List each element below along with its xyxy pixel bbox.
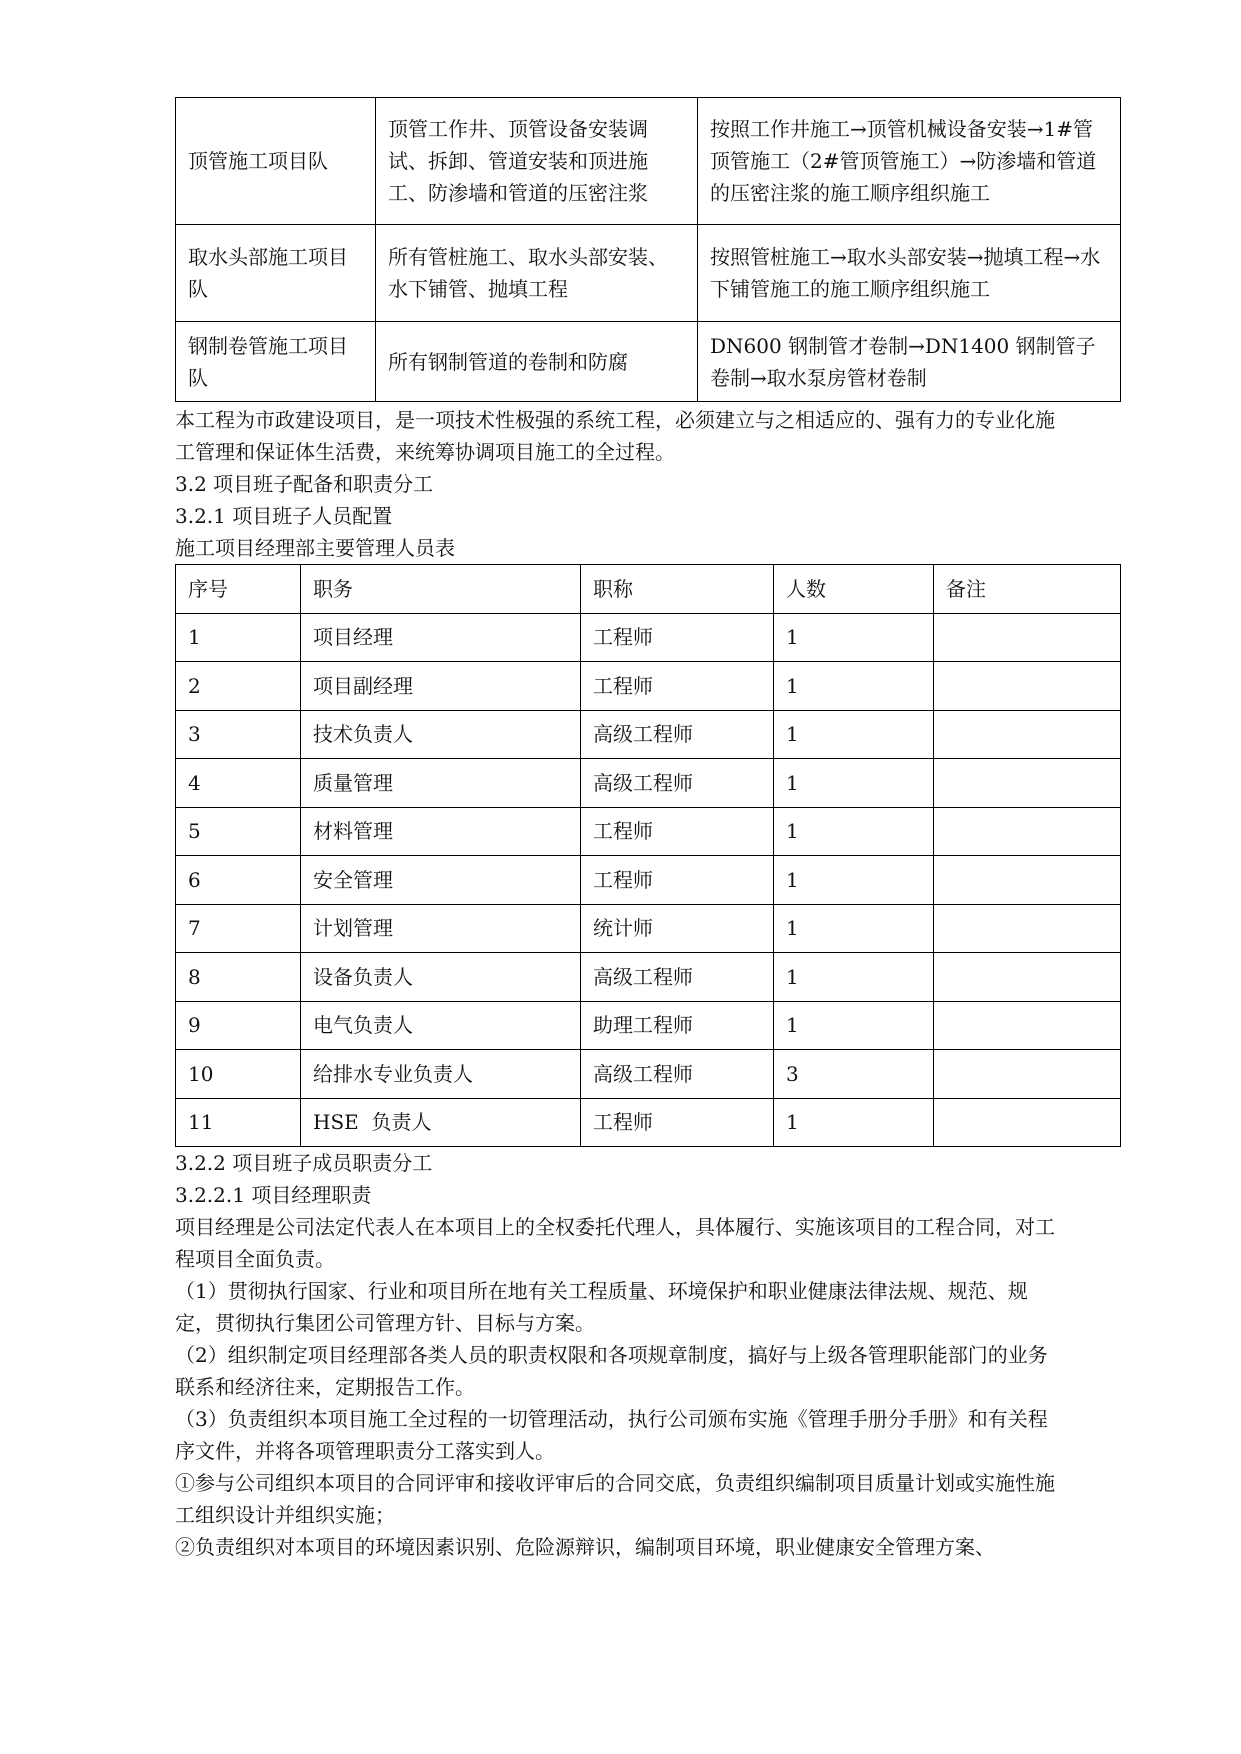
cell-index: 10 [176, 1050, 301, 1099]
section-heading-3-2: 3.2 项目班子配备和职责分工 [175, 472, 434, 496]
header-cell-count: 人数 [774, 565, 934, 614]
team-scope-cell: 所有钢制管道的卷制和防腐 [376, 322, 698, 402]
cell-position: 项目经理 [301, 613, 581, 662]
table-row [176, 662, 1121, 711]
table-row [176, 613, 1121, 662]
team-scope-cell: 所有管桩施工、取水头部安装、水下铺管、抛填工程 [376, 225, 698, 322]
table-row [176, 225, 1121, 322]
team-name-cell: 顶管施工项目队 [176, 98, 376, 225]
duty-paragraph: 项目经理是公司法定代表人在本项目上的全权委托代理人，具体履行、实施该项目的工程合同，对工程项目全面负责。 [175, 1215, 1055, 1271]
cell-count: 1 [774, 856, 934, 905]
cell-position: 给排水专业负责人 [301, 1050, 581, 1099]
cell-remarks [934, 904, 1121, 953]
cell-count: 1 [774, 1098, 934, 1147]
cell-count: 1 [774, 759, 934, 808]
cell-count: 1 [774, 953, 934, 1002]
cell-title: 助理工程师 [581, 1001, 774, 1050]
section-heading-3-2-2: 3.2.2 项目班子成员职责分工 [175, 1151, 433, 1175]
table-row [176, 1098, 1121, 1147]
staff-table-caption: 施工项目经理部主要管理人员表 [175, 536, 455, 560]
table-header-row [176, 565, 1121, 614]
cell-index: 1 [176, 613, 301, 662]
cell-title: 统计师 [581, 904, 774, 953]
duty-paragraph: ②负责组织对本项目的环境因素识别、危险源辩识，编制项目环境，职业健康安全管理方案、 [175, 1535, 995, 1559]
duty-paragraph: （3）负责组织本项目施工全过程的一切管理活动，执行公司颁布实施《管理手册分手册》和有关程序文件，并将各项管理职责分工落实到人。 [175, 1407, 1048, 1463]
header-cell-remarks: 备注 [934, 565, 1121, 614]
duty-paragraph: ①参与公司组织本项目的合同评审和接收评审后的合同交底，负责组织编制项目质量计划或实施性施工组织设计并组织实施； [175, 1471, 1055, 1527]
cell-title: 工程师 [581, 662, 774, 711]
cell-remarks [934, 807, 1121, 856]
cell-title: 高级工程师 [581, 953, 774, 1002]
cell-index: 7 [176, 904, 301, 953]
cell-remarks [934, 1098, 1121, 1147]
cell-remarks [934, 710, 1121, 759]
cell-title: 高级工程师 [581, 759, 774, 808]
cell-title: 工程师 [581, 856, 774, 905]
duty-list [175, 1211, 1055, 1563]
cell-title: 工程师 [581, 613, 774, 662]
cell-title: 高级工程师 [581, 710, 774, 759]
cell-title: 高级工程师 [581, 1050, 774, 1099]
team-order-cell: 按照管桩施工→取水头部安装→抛填工程→水下铺管施工的施工顺序组织施工 [698, 225, 1121, 322]
header-cell-title: 职称 [581, 565, 774, 614]
table-row [176, 856, 1121, 905]
cell-position: 技术负责人 [301, 710, 581, 759]
cell-remarks [934, 1001, 1121, 1050]
cell-remarks [934, 856, 1121, 905]
team-order-cell: 按照工作井施工→顶管机械设备安装→1#管顶管施工（2#管顶管施工）→防渗墙和管道的压密注浆的施工顺序组织施工 [698, 98, 1121, 225]
cell-remarks [934, 613, 1121, 662]
table-row [176, 807, 1121, 856]
team-name-cell: 取水头部施工项目队 [176, 225, 376, 322]
cell-index: 8 [176, 953, 301, 1002]
duty-paragraph: （2）组织制定项目经理部各类人员的职责权限和各项规章制度，搞好与上级各管理职能部门的业务联系和经济往来，定期报告工作。 [175, 1343, 1048, 1399]
cell-position: 安全管理 [301, 856, 581, 905]
cell-position: 电气负责人 [301, 1001, 581, 1050]
table-row [176, 710, 1121, 759]
cell-remarks [934, 953, 1121, 1002]
table-row [176, 759, 1121, 808]
table-row [176, 322, 1121, 402]
cell-position: HSE 负责人 [301, 1098, 581, 1147]
cell-count: 1 [774, 904, 934, 953]
table-row [176, 1001, 1121, 1050]
cell-remarks [934, 1050, 1121, 1099]
cell-count: 1 [774, 1001, 934, 1050]
cell-remarks [934, 662, 1121, 711]
section-heading-3-2-2-1: 3.2.2.1 项目经理职责 [175, 1183, 372, 1207]
cell-position: 项目副经理 [301, 662, 581, 711]
cell-count: 1 [774, 807, 934, 856]
cell-count: 1 [774, 613, 934, 662]
staff-table [175, 564, 1121, 1147]
cell-remarks [934, 759, 1121, 808]
intro-paragraph: 本工程为市政建设项目，是一项技术性极强的系统工程，必须建立与之相适应的、强有力的专业化施工管理和保证体生活费，来统筹协调项目施工的全过程。 [175, 408, 1055, 464]
cell-index: 9 [176, 1001, 301, 1050]
cell-index: 5 [176, 807, 301, 856]
cell-position: 计划管理 [301, 904, 581, 953]
table-row [176, 904, 1121, 953]
cell-index: 3 [176, 710, 301, 759]
team-order-cell: DN600 钢制管才卷制→DN1400 钢制管子卷制→取水泵房管材卷制 [698, 322, 1121, 402]
cell-position: 设备负责人 [301, 953, 581, 1002]
cell-index: 2 [176, 662, 301, 711]
cell-title: 工程师 [581, 807, 774, 856]
cell-index: 11 [176, 1098, 301, 1147]
table-row [176, 953, 1121, 1002]
cell-title: 工程师 [581, 1098, 774, 1147]
cell-index: 6 [176, 856, 301, 905]
header-cell-position: 职务 [301, 565, 581, 614]
cell-count: 1 [774, 710, 934, 759]
team-name-cell: 钢制卷管施工项目队 [176, 322, 376, 402]
document-page [175, 97, 1120, 1563]
cell-count: 1 [774, 662, 934, 711]
cell-index: 4 [176, 759, 301, 808]
header-cell-index: 序号 [176, 565, 301, 614]
table-row [176, 1050, 1121, 1099]
table-row [176, 98, 1121, 225]
cell-position: 质量管理 [301, 759, 581, 808]
construction-teams-table [175, 97, 1121, 402]
cell-position: 材料管理 [301, 807, 581, 856]
duty-paragraph: （1）贯彻执行国家、行业和项目所在地有关工程质量、环境保护和职业健康法律法规、规范、规定，贯彻执行集团公司管理方针、目标与方案。 [175, 1279, 1028, 1335]
cell-count: 3 [774, 1050, 934, 1099]
team-scope-cell: 顶管工作井、顶管设备安装调试、拆卸、管道安装和顶进施工、防渗墙和管道的压密注浆 [376, 98, 698, 225]
section-heading-3-2-1: 3.2.1 项目班子人员配置 [175, 504, 393, 528]
